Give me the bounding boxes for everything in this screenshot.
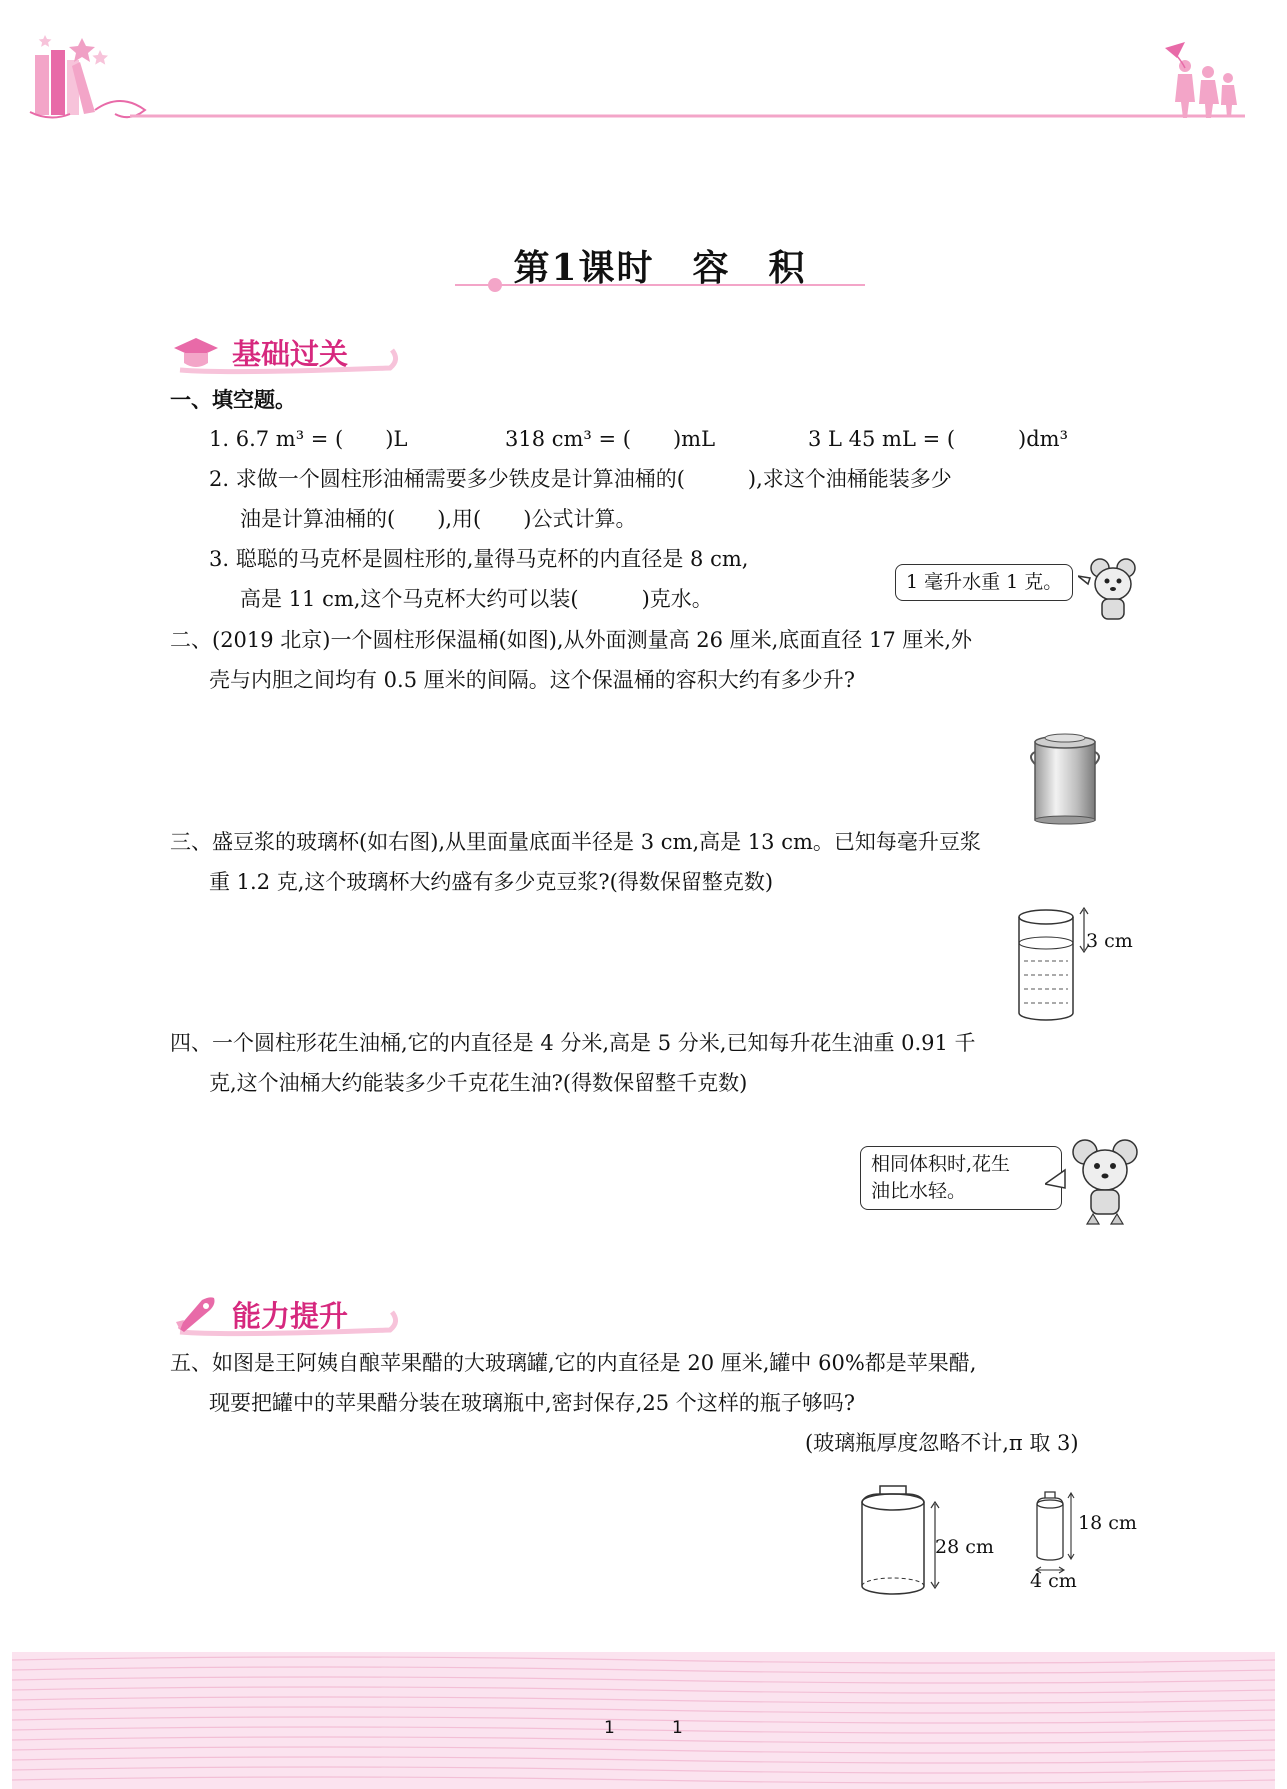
q1-item1-c: 3 L 45 mL = ( )dm³ — [808, 427, 1069, 451]
q5-note: (玻璃瓶厚度忽略不计,π 取 3) — [805, 1431, 1079, 1455]
q5-line2: 现要把罐中的苹果醋分装在玻璃瓶中,密封保存,25 个这样的瓶子够吗? — [209, 1391, 856, 1415]
q2-line1: 二、(2019 北京)一个圆柱形保温桶(如图),从外面测量高 26 厘米,底面直径 17 厘米,外 — [170, 628, 973, 652]
q1-item2-line2: 油是计算油桶的( ),用( )公式计算。 — [240, 507, 637, 531]
q1-item1-a: 1. 6.7 m³ = ( )L — [209, 427, 408, 451]
small-bottle-figure — [1030, 1486, 1078, 1582]
q3-line1: 三、盛豆浆的玻璃杯(如右图),从里面量底面半径是 3 cm,高是 13 cm。已知每毫升豆浆 — [170, 830, 981, 854]
jar-height-label: 28 cm — [935, 1536, 994, 1558]
q5-line1: 五、如图是王阿姨自酿苹果醋的大玻璃罐,它的内直径是 20 厘米,罐中 60%都是苹果醋, — [170, 1351, 977, 1375]
insulated-bucket-figure — [1025, 728, 1105, 826]
q1-item3-line1: 3. 聪聪的马克杯是圆柱形的,量得马克杯的内直径是 8 cm, — [209, 547, 749, 571]
mouse-mascot-icon — [1045, 1132, 1150, 1227]
footer-band — [12, 1652, 1275, 1789]
q4-line1: 四、一个圆柱形花生油桶,它的内直径是 4 分米,高是 5 分米,已知每升花生油重 0.91 千 — [170, 1031, 976, 1055]
hint-bubble-water — [895, 564, 1073, 601]
q1-heading: 一、填空题。 — [170, 388, 296, 412]
page-number-right: 1 — [672, 1718, 683, 1738]
q1-item2-line1: 2. 求做一个圆柱形油桶需要多少铁皮是计算油桶的( ),求这个油桶能装多少 — [209, 467, 952, 491]
q1-item3-line2: 高是 11 cm,这个马克杯大约可以装( )克水。 — [240, 587, 713, 611]
bottle-height-label: 18 cm — [1078, 1512, 1137, 1534]
section-header-basic — [170, 330, 400, 376]
lesson-title: 第1课时 容 积 — [513, 247, 807, 289]
section-title-basic: 基础过关 — [232, 337, 349, 371]
bottle-diameter-label: 4 cm — [1030, 1570, 1077, 1592]
q3-figure-label: 3 cm — [1086, 930, 1133, 952]
section-header-advanced — [170, 1292, 400, 1338]
glass-cup-figure — [1010, 905, 1090, 1027]
children-kite-icon — [1165, 42, 1237, 118]
mouse-mascot-icon — [1078, 556, 1148, 626]
q3-line2: 重 1.2 克,这个玻璃杯大约盛有多少克豆浆?(得数保留整克数) — [209, 870, 774, 894]
hint-bubble-oil — [860, 1146, 1062, 1210]
hint-water-text: 1 毫升水重 1 克。 — [906, 571, 1063, 593]
section-title-advanced: 能力提升 — [232, 1299, 349, 1333]
hint-oil-line1: 相同体积时,花生 — [871, 1153, 1011, 1175]
q2-line2: 壳与内胆之间均有 0.5 厘米的间隔。这个保温桶的容积大约有多少升? — [209, 668, 856, 692]
q4-line2: 克,这个油桶大约能装多少千克花生油?(得数保留整千克数) — [209, 1071, 748, 1095]
page-number-left: 1 — [604, 1718, 615, 1738]
header-decoration — [0, 0, 1287, 140]
books-logo-icon — [30, 35, 145, 118]
q1-item1-b: 318 cm³ = ( )mL — [505, 427, 716, 451]
title-underline — [455, 275, 865, 295]
hint-oil-line2: 油比水轻。 — [871, 1180, 967, 1202]
